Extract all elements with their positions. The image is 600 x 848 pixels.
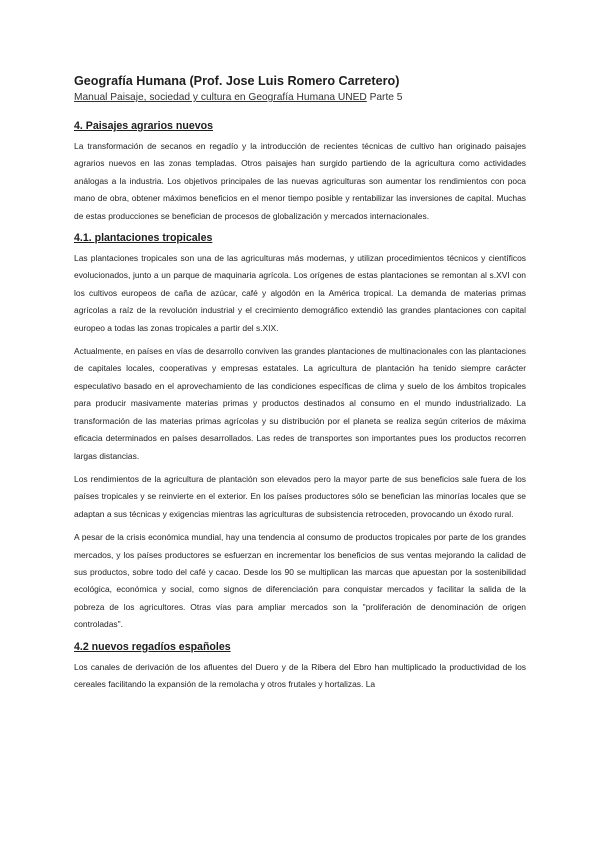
section-heading: 4.1. plantaciones tropicales <box>74 232 213 245</box>
section-heading: 4. Paisajes agrarios nuevos <box>74 120 213 132</box>
document-title: Geografía Humana (Prof. Jose Luis Romero Carretero) <box>74 74 400 88</box>
paragraph: Las plantaciones tropicales son una de las agriculturas más modernas, y utilizan procedimientos técnicos y científicos evolucionados, junto a un parque de maquinaria agrícola. Los orígenes de estas plantaciones se remontan al s.XVI con los cultivos europeos de caña de azúcar, café y algodón en la América tropical. La demanda de materias primas agrícolas a raíz de la revolución industrial y el crecimiento demográfico extendió las grandes plantaciones con capital europeo a todas las zonas tropicales a partir del s.XIX. <box>74 253 526 333</box>
paragraph: Los rendimientos de la agricultura de plantación son elevados pero la mayor parte de sus beneficios sale fuera de los países tropicales y se reinvierte en el exterior. En los países productores sólo se benefician las minorías locales que se adaptan a sus técnicas y exigencias mientras las agriculturas de subsistencia retroceden, provocando un éxodo rural. <box>74 473 526 519</box>
section-plantaciones-tropicales <box>74 231 526 634</box>
section-paisajes-agrarios-nuevos <box>74 119 526 225</box>
section-nuevos-regadios-espanoles <box>74 640 526 694</box>
document-subtitle <box>74 90 526 105</box>
paragraph: La transformación de secanos en regadío y la introducción de recientes técnicas de cultivo han originado paisajes agrarios nuevos en las zonas templadas. Otros paisajes han surgido partiendo de la agricultura como actividades análogas a la industria. Los objetivos principales de las nuevas agriculturas son aumentar los rendimientos con poca mano de obra, obtener máximos beneficios en el menor tiempo posible y rentabilizar las inversiones de capital. Muchas de estas producciones se benefician de procesos de globalización y mercados internacionales. <box>74 141 526 221</box>
paragraph: Actualmente, en países en vías de desarrollo conviven las grandes plantaciones de multinacionales con las plantaciones de capitales locales, cooperativas y empresas estatales. La agricultura de plantación ha tenido siempre carácter especulativo basado en el aprovechamiento de las condiciones específicas de clima y suelo de los ámbitos tropicales para producir masivamente materias primas y productos destinados al consumo en el mundo industrializado. La transformación de las materias primas agrícolas y su distribución por el planeta se realiza según criterios de máxima eficacia determinados en países desarrollados. Las redes de transportes son importantes pues los productos recorren largas distancias. <box>74 346 526 461</box>
manual-link[interactable]: Manual Paisaje, sociedad y cultura en Geografía Humana UNED <box>74 92 367 103</box>
subtitle-part: Parte 5 <box>366 92 403 103</box>
paragraph: Los canales de derivación de los afluentes del Duero y de la Ribera del Ebro han multiplicado la productividad de los cereales facilitando la expansión de la remolacha y otros frutales y hortalizas. La <box>74 661 526 689</box>
section-heading: 4.2 nuevos regadíos españoles <box>74 640 231 653</box>
paragraph: A pesar de la crisis económica mundial, hay una tendencia al consumo de productos tropicales por parte de los grandes mercados, y los países productores se esfuerzan en incrementar los beneficios de sus ventas mejorando la calidad de sus productos, sobre todo del café y cacao. Desde los 90 se multiplican las marcas que apuestan por la sostenibilidad ecológica, económica y social, como signos de diferenciación para conquistar mercados y facilitar la salida de la pobreza de los agricultores. Otras vías para ampliar mercados son la "proliferación de denominación de origen controladas". <box>74 532 526 630</box>
